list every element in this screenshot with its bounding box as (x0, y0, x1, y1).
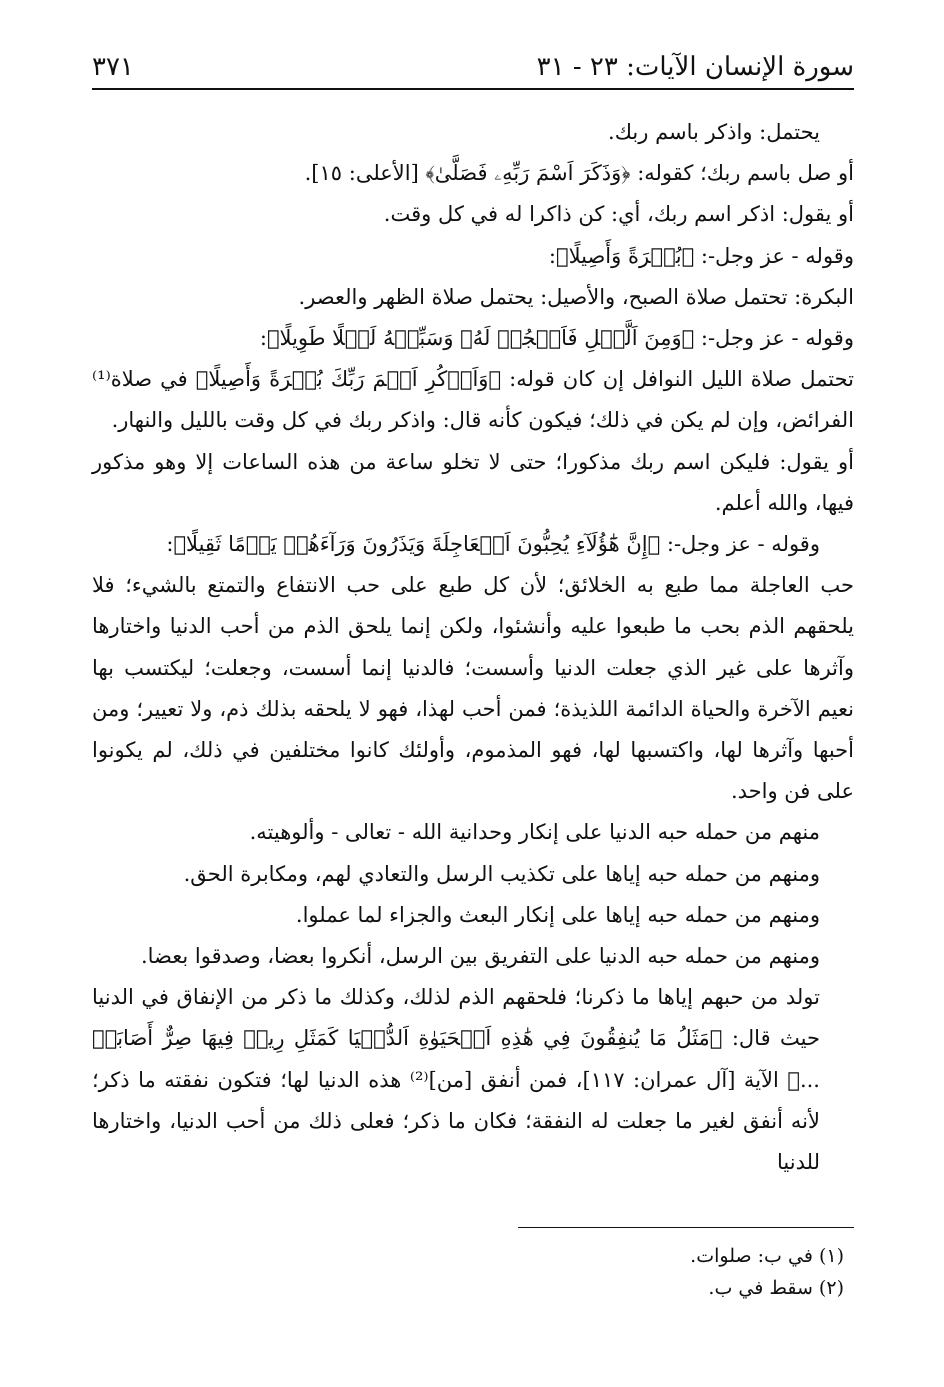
paragraph: تحتمل صلاة الليل النوافل إن كان قوله: ﴿وَاَذۡكُرِ اَسۡمَ رَبِّكَ بُكۡرَةً وَأَصِيلًا﴾ في صلاة⁽¹⁾ الفرائض، وإن لم يكن في ذلك؛ فيكون كأنه قال: واذكر ربك في كل وقت بالليل والنهار. (92, 367, 854, 433)
paragraph: أو يقول: فليكن اسم ربك مذكورا؛ حتى لا تخلو ساعة من هذه الساعات إلا وهو مذكور فيها، والله أعلم. (92, 449, 854, 515)
paragraph: منهم من حمله حبه الدنيا على إنكار وحدانية الله - تعالى - وألوهيته. (249, 820, 820, 845)
paragraph: البكرة: تحتمل صلاة الصبح، والأصيل: يحتمل صلاة الظهر والعصر. (298, 284, 854, 309)
page-header (92, 48, 854, 90)
paragraph: أو يقول: اذكر اسم ربك، أي: كن ذاكرا له في كل وقت. (383, 202, 854, 227)
page-number: ٣٧١ (92, 52, 134, 82)
surah-title: سورة الإنسان الآيات: ٢٣ - ٣١ (536, 52, 854, 82)
paragraph: ومنهم من حمله حبه إياها على تكذيب الرسل والتعادي لهم، ومكابرة الحق. (183, 861, 820, 886)
paragraph: تولد من حبهم إياها ما ذكرنا؛ فلحقهم الذم لذلك، وكذلك ما ذكر من الإنفاق في الدنيا حيث قال: ﴿مَثَلُ مَا يُنفِقُونَ فِي هَٰذِهِ اَلۡحَيَوٰةِ اَلدُّنۡيَا كَمَثَلِ رِيحٖ فِيهَا صِرٌّ أَصَابَتۡ ...﴾ الآية [آل عمران: ١١٧]، فمن أنفق [من]⁽²⁾ هذه الدنيا لها؛ فتكون نفقته ما ذكر؛ لأنه أنفق لغير ما جعلت له النفقة؛ فكان ما ذكر؛ فعلى ذلك من أحب الدنيا، واختارها للدنيا (92, 985, 820, 1175)
paragraph: وقوله - عز وجل-: ﴿وَمِنَ اَلَّيۡلِ فَاَسۡجُدۡ لَهُۥ وَسَبِّحۡهُ لَيۡلًا طَوِيلًا﴾: (259, 326, 854, 351)
paragraph: ومنهم من حمله حبه الدنيا على التفريق بين الرسل، أنكروا بعضا، وصدقوا بعضا. (140, 944, 820, 969)
footnote: (١) في ب: صلوات. (690, 1245, 844, 1267)
paragraph: وقوله - عز وجل-: ﴿بُكۡرَةً وَأَصِيلًا﴾: (548, 243, 854, 268)
main-text (92, 112, 854, 1183)
paragraph: أو صل باسم ربك؛ كقوله: ﴿وَذَكَرَ اَسْمَ رَبِّهِۦ فَصَلَّىٰ﴾ [الأعلى: ١٥]. (304, 161, 854, 186)
paragraph: حب العاجلة مما طبع به الخلائق؛ لأن كل طبع على حب الانتفاع والتمتع بالشيء؛ فلا يلحقهم الذم بحب ما طبعوا عليه وأنشئوا، ولكن إنما يلحق الذم من أحب الدنيا واختارها وآثرها على غير الذي جعلت الدنيا وأسست؛ فالدنيا إنما أسست، وجعلت؛ ليكتسب بها نعيم الآخرة والحياة الدائمة اللذيذة؛ فمن أحب لهذا، فهو لا يلحقه بذلك ذم، ولا تعيير؛ ومن أحبها وآثرها لها، واكتسبها لها، فهو المذموم، وأولئك كانوا مختلفين في ذلك، لم يكونوا على فن واحد. (92, 573, 854, 804)
footnote: (٢) سقط في ب. (708, 1277, 844, 1299)
paragraph: يحتمل: واذكر باسم ربك. (608, 120, 820, 144)
paragraph: ومنهم من حمله حبه إياها على إنكار البعث والجزاء لما عملوا. (295, 902, 820, 927)
footnote-separator (518, 1227, 854, 1228)
paragraph: وقوله - عز وجل-: ﴿إِنَّ هَٰٓؤُلَآءِ يُحِبُّونَ اَلۡعَاجِلَةَ وَيَذَرُونَ وَرَآءَهُمۡ يَوۡمًا ثَقِيلًا﴾: (166, 532, 820, 557)
footnotes (92, 1240, 854, 1304)
